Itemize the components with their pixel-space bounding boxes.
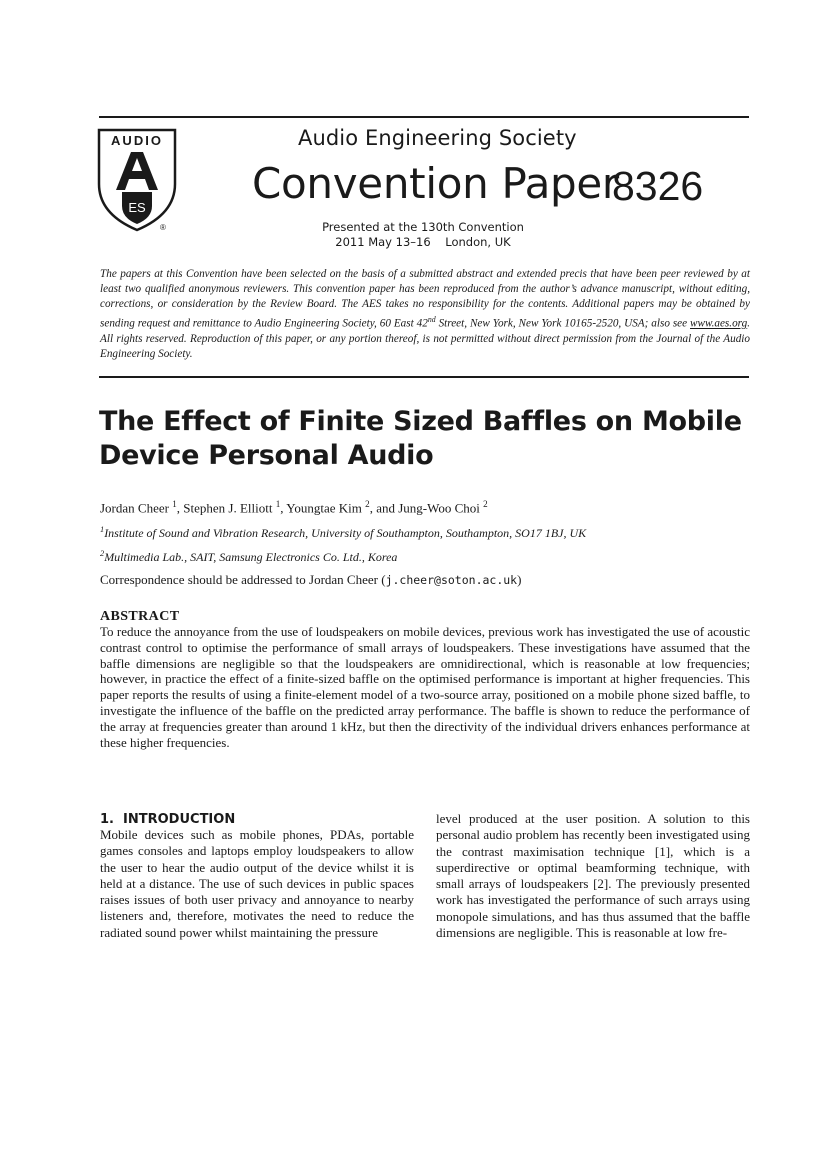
disclaimer-text: The papers at this Convention have been selected on the basis of a submitted abstract and extended precis that have been peer reviewed by at least two qualified anonymous reviewers. This convention paper has been reproduced from the author’s advance manuscript, without editing, corrections, or consideration by the Review Board. The AES takes no responsibility for the contents. Additional papers may be obtained by sending request and remittance to Audio Engineering Society, 60 East 42 xyxy=(100,268,750,331)
affiliation-2 xyxy=(100,549,397,565)
top-rule xyxy=(99,116,749,118)
presented-line-1: Presented at the 130th Convention xyxy=(322,220,524,234)
presented-line-2: 2011 May 13–16 London, UK xyxy=(335,235,511,249)
presented-info xyxy=(298,220,548,250)
author-separator: , xyxy=(176,500,184,516)
section-heading-introduction: 1. INTRODUCTION xyxy=(100,812,236,827)
aes-website-link[interactable]: www.aes.org xyxy=(690,318,748,331)
author-separator: , and xyxy=(369,500,399,516)
author-affiliation-mark: 1 xyxy=(172,499,177,509)
disclaimer-text-2: Street, New York, New York 10165-2520, USA; also see xyxy=(435,318,691,331)
author-name: Jung-Woo Choi xyxy=(398,500,480,516)
author-separator: , xyxy=(280,500,287,516)
author-list xyxy=(100,499,488,516)
correspondence xyxy=(100,572,521,588)
affiliation-text: Institute of Sound and Vibration Research, University of Southampton, Southampton, SO17 1BJ, UK xyxy=(104,526,587,540)
author-name: Youngtae Kim xyxy=(286,500,362,516)
disclaimer-text-3: . All rights reserved. Reproduction of this paper, or any portion thereof, is not permitted without direct permission from the Journal of the Audio Engineering Society. xyxy=(100,318,750,361)
series-title: Convention Paper xyxy=(252,159,619,208)
correspondence-prefix: Correspondence should be addressed to Jordan Cheer ( xyxy=(100,572,386,587)
author-affiliation-mark: 2 xyxy=(483,499,488,509)
title-line-2: Device Personal Audio xyxy=(99,440,434,471)
title-line-1: The Effect of Finite Sized Baffles on Mobile xyxy=(99,406,742,437)
logo-top-text: AUDIO xyxy=(111,133,163,148)
introduction-column-2: level produced at the user position. A solution to this personal audio problem has recently been investigated using the contrast maximisation technique [1], which is a superdirective or optimal beamforming technique, with small arrays of loudspeakers [2]. The previously presented work has investigated the performance of such arrays using monopole simulations, and has thus assumed that the baffle dimensions are negligible. This is reasonable at low fre- xyxy=(436,811,750,941)
society-name: Audio Engineering Society xyxy=(298,126,577,150)
author-name: Stephen J. Elliott xyxy=(183,500,273,516)
author-affiliation-mark: 1 xyxy=(275,499,281,509)
introduction-column-1: Mobile devices such as mobile phones, PDAs, portable games consoles and laptops employ loudspeakers to allow the user to hear the audio output of the device whilst it is held at a distance. The use of such devices in public spaces raises issues of both user privacy and annoyance to nearby listeners and, therefore, motivates the need to reduce the radiated sound power whilst maintaining the pressure xyxy=(100,827,414,940)
author-name: Jordan Cheer xyxy=(100,500,169,516)
abstract-text: To reduce the annoyance from the use of loudspeakers on mobile devices, previous work has investigated the use of acoustic contrast control to optimise the performance of small arrays of loudspeakers. These investigations have assumed that the baffle dimensions are negligible so that the loudspeakers are omnidirectional, which is reasonable at low frequencies; however, in practice the effect of a finite-sized baffle on the optimised performance is important at higher frequencies. This paper reports the results of using a finite-element model of a two-source array, positioned on a mobile phone sized baffle, to investigate the influence of the baffle on the predicted array performance. The baffle is shown to reduce the performance of the array at frequencies greater than around 1 kHz, but then the directivity of the individual drivers enhances performance at these higher frequencies. xyxy=(100,624,750,750)
logo-mark: ® xyxy=(160,223,166,232)
logo-bottom-text: ES xyxy=(128,200,146,215)
affiliation-1 xyxy=(100,525,586,541)
aes-logo xyxy=(96,126,180,236)
header-rule xyxy=(99,376,749,378)
paper-number: 8326 xyxy=(612,163,704,209)
correspondence-email[interactable]: j.cheer@soton.ac.uk xyxy=(385,573,518,587)
author-affiliation-mark: 2 xyxy=(365,499,370,509)
abstract-heading: ABSTRACT xyxy=(100,609,180,624)
affiliation-number: 2 xyxy=(100,549,105,558)
disclaimer-sup: nd xyxy=(427,315,436,325)
paper-title xyxy=(99,405,759,473)
correspondence-suffix: ) xyxy=(517,572,522,587)
affiliation-text: Multimedia Lab., SAIT, Samsung Electronics Co. Ltd., Korea xyxy=(104,550,398,564)
disclaimer xyxy=(100,267,750,362)
affiliation-number: 1 xyxy=(100,525,105,534)
